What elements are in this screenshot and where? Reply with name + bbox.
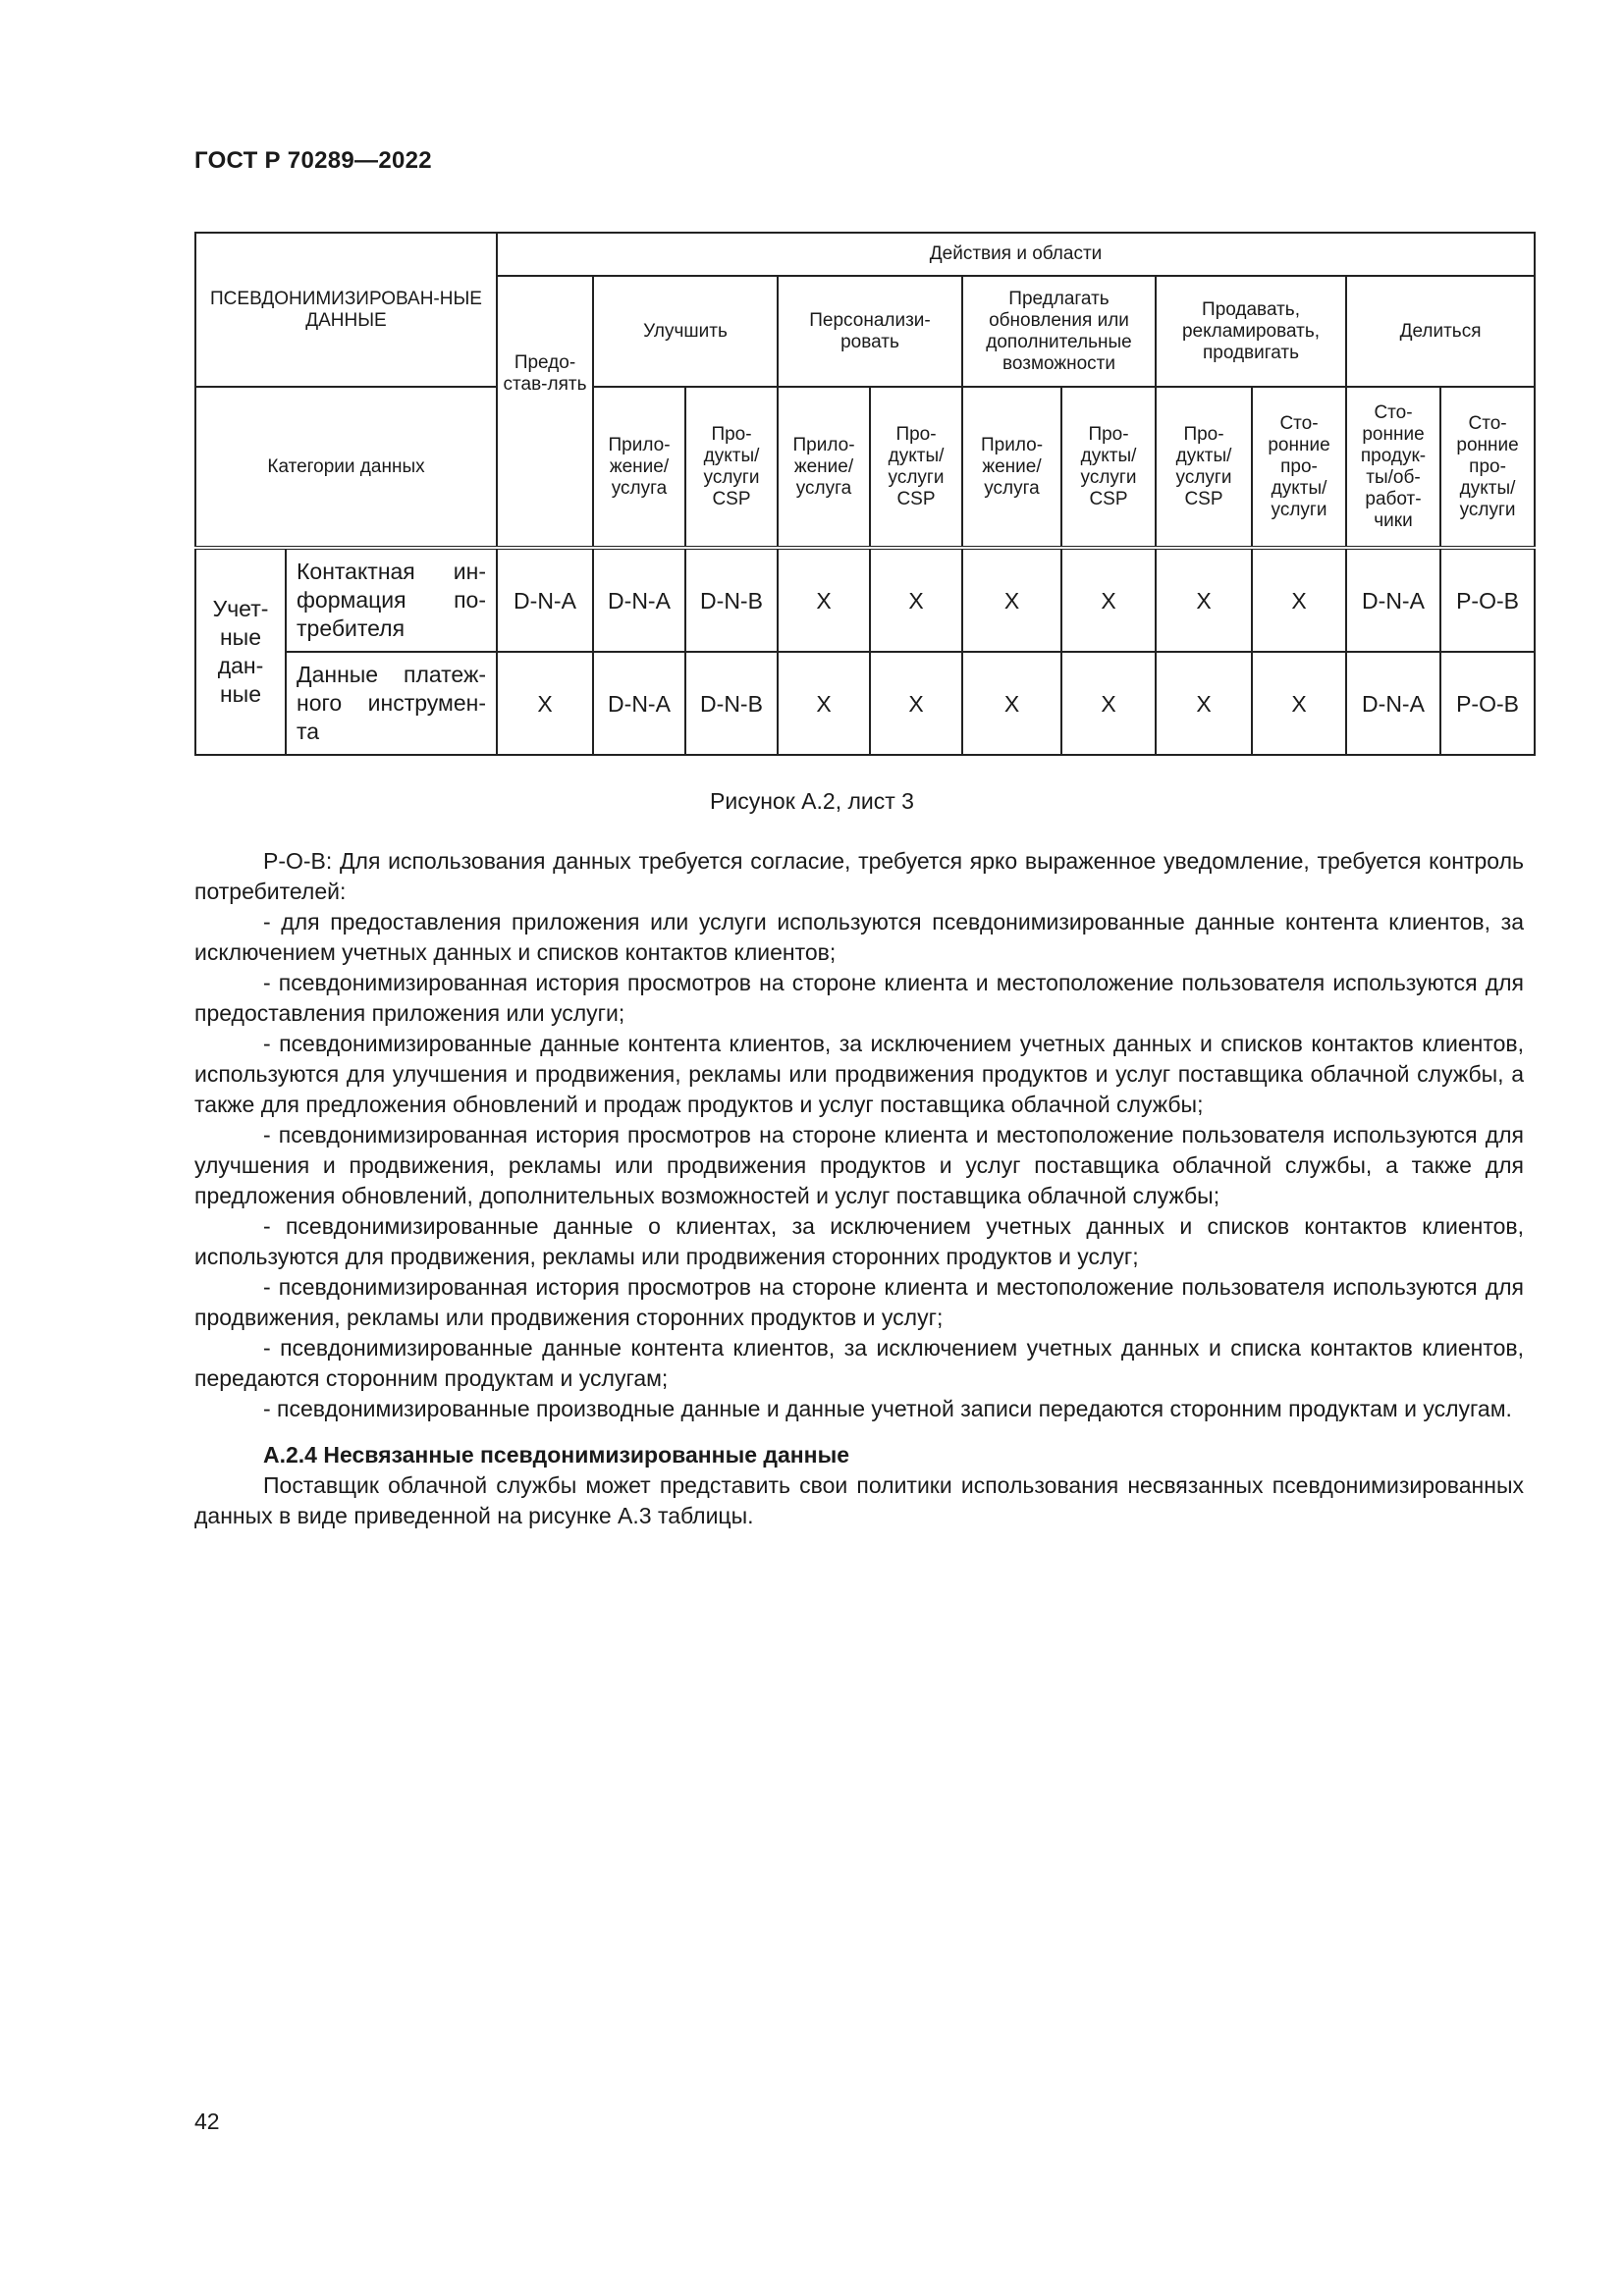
figure-caption: Рисунок А.2, лист 3: [710, 788, 914, 814]
usage-policy-table: [194, 232, 1536, 756]
table-cell: X: [778, 652, 870, 755]
table-cell: D-N-B: [685, 652, 778, 755]
subcolumn-header: Про-дукты/ услуги CSP: [1061, 387, 1156, 548]
table-cell: X: [497, 652, 593, 755]
table-cell: X: [1252, 548, 1346, 652]
provide-column-header: Предо-став-лять: [497, 276, 593, 548]
document-header: ГОСТ Р 70289—2022: [194, 147, 432, 174]
table-cell: D-N-A: [593, 548, 685, 652]
group-improve-header: Улучшить: [593, 276, 778, 387]
list-item: - псевдонимизированные данные контента клиентов, за исключением учетных данных и списков контактов клиентов, используются для улучшения и продвижения, рекламы или продвижения продуктов и услуг поставщика облачной службы, а также для предложения обновлений и продаж продуктов и услуг поставщика облачной службы;: [194, 1031, 1524, 1117]
group-offer-header: Предлагать обновления или дополнительные возможности: [962, 276, 1156, 387]
paragraph: P-O-B: Для использования данных требуется согласие, требуется ярко выраженное уведомление, требуется контроль потребителей:: [194, 848, 1524, 904]
list-item: - псевдонимизированные производные данные и данные учетной записи передаются сторонним продуктам и услугам.: [263, 1396, 1512, 1421]
actions-title-cell: Действия и области: [497, 233, 1535, 276]
subcolumn-header: Про-дукты/ услуги CSP: [870, 387, 962, 548]
row-group-label: Учет-ные дан-ные: [195, 548, 286, 755]
subcolumn-header: Прило-жение/ услуга: [593, 387, 685, 548]
table-cell: X: [778, 548, 870, 652]
table-cell: X: [870, 548, 962, 652]
subcolumn-header: Прило-жение/ услуга: [778, 387, 870, 548]
list-item: - для предоставления приложения или услуги используются псевдонимизированные данные контента клиентов, за исключением учетных данных и списков контактов клиентов;: [194, 909, 1524, 965]
list-item: - псевдонимизированная история просмотров на стороне клиента и местоположение пользователя используются для улучшения и продвижения, рекламы или продвижения продуктов и услуг поставщика облачной службы, а также для предложения обновлений, дополнительных возможностей и услуг поставщика облачной службы;: [194, 1122, 1524, 1208]
table-cell: X: [870, 652, 962, 755]
section-paragraph: Поставщик облачной службы может представить свои политики использования несвязанных псевдонимизированных данных в виде приведенной на рисунке А.3 таблицы.: [194, 1472, 1524, 1528]
subcolumn-header: Прило-жение/ услуга: [962, 387, 1061, 548]
table-row: [195, 548, 1535, 652]
subcolumn-header: Сто-ронние продук-ты/об-работ-чики: [1346, 387, 1440, 548]
table-cell: D-N-A: [497, 548, 593, 652]
group-sell-header: Продавать, рекламировать, продвигать: [1156, 276, 1346, 387]
data-category-cell: Данные платеж-ного инструмен-та: [286, 652, 497, 755]
table-cell: D-N-A: [593, 652, 685, 755]
table-cell: X: [1252, 652, 1346, 755]
subcolumn-header: Сто-ронние про-дукты/ услуги: [1440, 387, 1535, 548]
subcolumn-header: Сто-ронние про-дукты/ услуги: [1252, 387, 1346, 548]
list-item: - псевдонимизированные данные о клиентах, за исключением учетных данных и списков контактов клиентов, используются для продвижения, рекламы или продвижения сторонних продуктов и услуг;: [194, 1213, 1524, 1269]
list-item: - псевдонимизированные данные контента клиентов, за исключением учетных данных и списка контактов клиентов, передаются сторонним продуктам и услугам;: [194, 1335, 1524, 1391]
data-category-cell: Контактная ин-формация по-требителя: [286, 548, 497, 652]
table-cell: D-N-A: [1346, 548, 1440, 652]
table-cell: X: [1156, 548, 1252, 652]
group-personalize-header: Персонализи-ровать: [778, 276, 962, 387]
subcolumn-header: Про-дукты/ услуги CSP: [685, 387, 778, 548]
body-text: [194, 846, 1524, 1531]
table-cell: X: [962, 652, 1061, 755]
table-cell: P-O-B: [1440, 548, 1535, 652]
subcolumn-header: Про-дукты/ услуги CSP: [1156, 387, 1252, 548]
corner-title-cell: ПСЕВДОНИМИЗИРОВАН-НЫЕ ДАННЫЕ: [195, 233, 497, 387]
table-cell: X: [1061, 548, 1156, 652]
list-item: - псевдонимизированная история просмотров на стороне клиента и местоположение пользователя используются для предоставления приложения или услуги;: [194, 970, 1524, 1026]
table-row: [195, 652, 1535, 755]
table-cell: X: [1156, 652, 1252, 755]
section-heading: А.2.4 Несвязанные псевдонимизированные данные: [263, 1442, 850, 1468]
table-cell: X: [962, 548, 1061, 652]
categories-title-cell: Категории данных: [195, 387, 497, 548]
table-cell: P-O-B: [1440, 652, 1535, 755]
table-cell: D-N-B: [685, 548, 778, 652]
group-share-header: Делиться: [1346, 276, 1535, 387]
page-number: 42: [194, 2109, 220, 2134]
list-item: - псевдонимизированная история просмотров на стороне клиента и местоположение пользователя используются для продвижения, рекламы или продвижения сторонних продуктов и услуг;: [194, 1274, 1524, 1330]
table-cell: X: [1061, 652, 1156, 755]
table-cell: D-N-A: [1346, 652, 1440, 755]
